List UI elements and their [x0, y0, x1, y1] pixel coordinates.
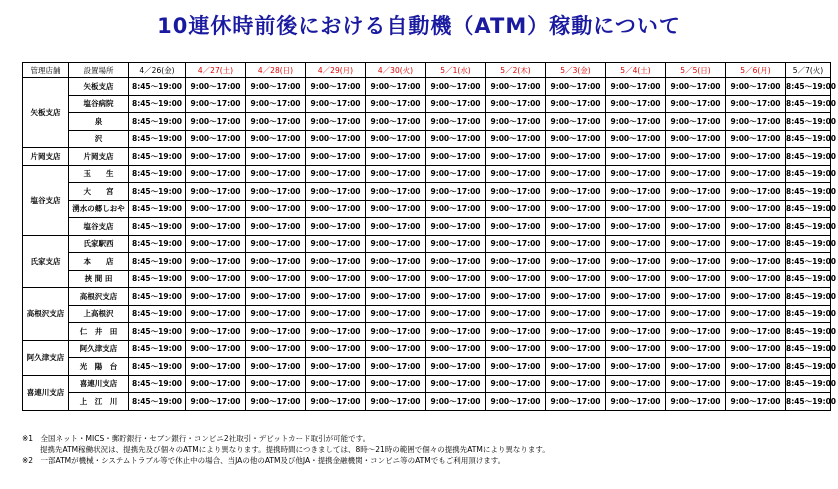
hours-cell: 9:00～17:00 — [726, 95, 786, 113]
hours-cell: 9:00～17:00 — [546, 253, 606, 271]
hours-cell: 8:45～19:00 — [129, 358, 186, 376]
branch-cell: 喜連川支店 — [23, 375, 69, 410]
hours-cell: 9:00～17:00 — [366, 130, 426, 148]
location-cell: 泉 — [69, 113, 129, 131]
hours-cell: 9:00～17:00 — [186, 305, 246, 323]
hours-cell: 9:00～17:00 — [426, 253, 486, 271]
location-cell: 矢板支店 — [69, 78, 129, 96]
hours-cell: 9:00～17:00 — [366, 358, 426, 376]
hours-cell: 9:00～17:00 — [246, 393, 306, 411]
hours-cell: 9:00～17:00 — [606, 235, 666, 253]
hours-cell: 8:45～19:00 — [129, 253, 186, 271]
hours-cell: 9:00～17:00 — [666, 288, 726, 306]
hours-cell: 9:00～17:00 — [486, 270, 546, 288]
hours-cell: 9:00～17:00 — [426, 165, 486, 183]
hours-cell: 9:00～17:00 — [546, 393, 606, 411]
footnotes — [22, 433, 550, 466]
hours-cell: 9:00～17:00 — [726, 358, 786, 376]
hours-cell: 9:00～17:00 — [306, 305, 366, 323]
hours-cell: 9:00～17:00 — [726, 148, 786, 166]
hours-cell: 8:45～19:00 — [786, 393, 831, 411]
hours-cell: 9:00～17:00 — [726, 165, 786, 183]
location-cell: 喜連川支店 — [69, 375, 129, 393]
hours-cell: 9:00～17:00 — [606, 130, 666, 148]
hours-cell: 8:45～19:00 — [786, 270, 831, 288]
location-cell: 塩谷支店 — [69, 218, 129, 236]
hours-cell: 9:00～17:00 — [306, 218, 366, 236]
hours-cell: 8:45～19:00 — [129, 130, 186, 148]
hours-cell: 9:00～17:00 — [186, 148, 246, 166]
hours-cell: 9:00～17:00 — [666, 130, 726, 148]
hours-cell: 8:45～19:00 — [129, 375, 186, 393]
hours-cell: 9:00～17:00 — [186, 375, 246, 393]
hours-cell: 9:00～17:00 — [426, 235, 486, 253]
location-cell: 氏家駅西 — [69, 235, 129, 253]
hours-cell: 9:00～17:00 — [186, 253, 246, 271]
hours-cell: 9:00～17:00 — [186, 130, 246, 148]
hours-cell: 9:00～17:00 — [366, 78, 426, 96]
location-cell: 光 陽 台 — [69, 358, 129, 376]
hours-cell: 9:00～17:00 — [366, 200, 426, 218]
hours-cell: 9:00～17:00 — [486, 235, 546, 253]
hours-cell: 9:00～17:00 — [726, 235, 786, 253]
hours-cell: 9:00～17:00 — [246, 340, 306, 358]
hours-cell: 9:00～17:00 — [546, 78, 606, 96]
hours-cell: 9:00～17:00 — [426, 305, 486, 323]
hours-cell: 9:00～17:00 — [726, 253, 786, 271]
hours-cell: 9:00～17:00 — [186, 288, 246, 306]
hours-cell: 9:00～17:00 — [606, 183, 666, 201]
hours-cell: 9:00～17:00 — [426, 323, 486, 341]
hours-cell: 9:00～17:00 — [486, 148, 546, 166]
hours-cell: 8:45～19:00 — [786, 183, 831, 201]
table-row — [23, 95, 831, 113]
column-header: 5／3(金) — [546, 63, 606, 78]
hours-cell: 8:45～19:00 — [129, 340, 186, 358]
header-row — [23, 63, 831, 78]
branch-cell: 氏家支店 — [23, 235, 69, 288]
location-cell: 湧水の郷しおや — [69, 200, 129, 218]
column-header: 5／1(水) — [426, 63, 486, 78]
hours-cell: 9:00～17:00 — [306, 393, 366, 411]
hours-cell: 9:00～17:00 — [246, 375, 306, 393]
hours-cell: 9:00～17:00 — [666, 235, 726, 253]
location-cell: 上高根沢 — [69, 305, 129, 323]
hours-cell: 9:00～17:00 — [306, 130, 366, 148]
branch-cell: 片岡支店 — [23, 148, 69, 166]
hours-cell: 8:45～19:00 — [786, 340, 831, 358]
hours-cell: 9:00～17:00 — [606, 323, 666, 341]
location-cell: 仁 井 田 — [69, 323, 129, 341]
atm-schedule-table — [22, 62, 837, 411]
hours-cell: 9:00～17:00 — [546, 235, 606, 253]
hours-cell: 8:45～19:00 — [786, 165, 831, 183]
hours-cell: 9:00～17:00 — [186, 200, 246, 218]
table-row — [23, 183, 831, 201]
hours-cell: 9:00～17:00 — [486, 183, 546, 201]
hours-cell: 9:00～17:00 — [246, 323, 306, 341]
hours-cell: 9:00～17:00 — [726, 183, 786, 201]
footnote-1-cont: 提携先ATM稼働状況は、提携先及び個々のATMにより異なります。提携時間につきましては、8時～21時の範囲で個々の提携先ATMにより異なります。 — [40, 445, 550, 454]
hours-cell: 9:00～17:00 — [666, 95, 726, 113]
hours-cell: 9:00～17:00 — [726, 218, 786, 236]
hours-cell: 9:00～17:00 — [486, 305, 546, 323]
hours-cell: 9:00～17:00 — [426, 113, 486, 131]
table-row — [23, 165, 831, 183]
hours-cell: 9:00～17:00 — [186, 358, 246, 376]
hours-cell: 9:00～17:00 — [666, 200, 726, 218]
hours-cell: 9:00～17:00 — [246, 200, 306, 218]
hours-cell: 9:00～17:00 — [186, 95, 246, 113]
hours-cell: 9:00～17:00 — [426, 78, 486, 96]
hours-cell: 9:00～17:00 — [426, 200, 486, 218]
hours-cell: 9:00～17:00 — [666, 323, 726, 341]
hours-cell: 9:00～17:00 — [306, 200, 366, 218]
hours-cell: 9:00～17:00 — [606, 375, 666, 393]
hours-cell: 9:00～17:00 — [606, 305, 666, 323]
hours-cell: 9:00～17:00 — [426, 288, 486, 306]
hours-cell: 8:45～19:00 — [786, 78, 831, 96]
hours-cell: 9:00～17:00 — [306, 288, 366, 306]
hours-cell: 9:00～17:00 — [246, 95, 306, 113]
hours-cell: 9:00～17:00 — [666, 393, 726, 411]
table-row — [23, 200, 831, 218]
hours-cell: 9:00～17:00 — [306, 323, 366, 341]
hours-cell: 9:00～17:00 — [726, 393, 786, 411]
hours-cell: 9:00～17:00 — [246, 148, 306, 166]
hours-cell: 9:00～17:00 — [186, 78, 246, 96]
hours-cell: 9:00～17:00 — [546, 183, 606, 201]
hours-cell: 9:00～17:00 — [726, 113, 786, 131]
location-cell: 高根沢支店 — [69, 288, 129, 306]
hours-cell: 8:45～19:00 — [786, 130, 831, 148]
hours-cell: 9:00～17:00 — [366, 323, 426, 341]
hours-cell: 8:45～19:00 — [129, 148, 186, 166]
hours-cell: 9:00～17:00 — [546, 288, 606, 306]
hours-cell: 9:00～17:00 — [426, 148, 486, 166]
hours-cell: 8:45～19:00 — [786, 200, 831, 218]
hours-cell: 9:00～17:00 — [606, 165, 666, 183]
hours-cell: 8:45～19:00 — [129, 200, 186, 218]
table-row — [23, 340, 831, 358]
hours-cell: 8:45～19:00 — [786, 148, 831, 166]
location-cell: 塩谷病院 — [69, 95, 129, 113]
hours-cell: 8:45～19:00 — [786, 358, 831, 376]
hours-cell: 9:00～17:00 — [726, 305, 786, 323]
hours-cell: 9:00～17:00 — [366, 270, 426, 288]
hours-cell: 9:00～17:00 — [726, 288, 786, 306]
column-header: 5／4(土) — [606, 63, 666, 78]
location-cell: 阿久津支店 — [69, 340, 129, 358]
hours-cell: 9:00～17:00 — [606, 340, 666, 358]
hours-cell: 9:00～17:00 — [366, 375, 426, 393]
hours-cell: 9:00～17:00 — [366, 113, 426, 131]
hours-cell: 9:00～17:00 — [366, 183, 426, 201]
hours-cell: 9:00～17:00 — [306, 95, 366, 113]
hours-cell: 9:00～17:00 — [366, 148, 426, 166]
hours-cell: 8:45～19:00 — [129, 323, 186, 341]
hours-cell: 9:00～17:00 — [546, 218, 606, 236]
table-row — [23, 113, 831, 131]
hours-cell: 9:00～17:00 — [546, 113, 606, 131]
hours-cell: 9:00～17:00 — [306, 358, 366, 376]
location-cell: 挟 間 田 — [69, 270, 129, 288]
hours-cell: 9:00～17:00 — [246, 78, 306, 96]
hours-cell: 9:00～17:00 — [666, 148, 726, 166]
hours-cell: 9:00～17:00 — [726, 130, 786, 148]
hours-cell: 9:00～17:00 — [426, 358, 486, 376]
hours-cell: 9:00～17:00 — [306, 235, 366, 253]
hours-cell: 9:00～17:00 — [666, 183, 726, 201]
hours-cell: 9:00～17:00 — [546, 340, 606, 358]
hours-cell: 9:00～17:00 — [606, 288, 666, 306]
hours-cell: 9:00～17:00 — [426, 218, 486, 236]
hours-cell: 9:00～17:00 — [246, 358, 306, 376]
hours-cell: 9:00～17:00 — [666, 340, 726, 358]
hours-cell: 9:00～17:00 — [486, 393, 546, 411]
hours-cell: 9:00～17:00 — [186, 270, 246, 288]
hours-cell: 9:00～17:00 — [666, 375, 726, 393]
table-row — [23, 393, 831, 411]
hours-cell: 9:00～17:00 — [186, 340, 246, 358]
table-row — [23, 358, 831, 376]
hours-cell: 9:00～17:00 — [426, 183, 486, 201]
hours-cell: 9:00～17:00 — [606, 95, 666, 113]
hours-cell: 9:00～17:00 — [666, 305, 726, 323]
hours-cell: 9:00～17:00 — [666, 253, 726, 271]
branch-cell: 高根沢支店 — [23, 288, 69, 341]
hours-cell: 8:45～19:00 — [129, 393, 186, 411]
hours-cell: 8:45～19:00 — [786, 323, 831, 341]
hours-cell: 9:00～17:00 — [726, 340, 786, 358]
hours-cell: 9:00～17:00 — [666, 165, 726, 183]
hours-cell: 9:00～17:00 — [366, 95, 426, 113]
hours-cell: 9:00～17:00 — [666, 218, 726, 236]
table-row — [23, 375, 831, 393]
column-header: 設置場所 — [69, 63, 129, 78]
hours-cell: 8:45～19:00 — [129, 288, 186, 306]
hours-cell: 8:45～19:00 — [129, 165, 186, 183]
column-header: 4／28(日) — [246, 63, 306, 78]
hours-cell: 9:00～17:00 — [366, 253, 426, 271]
hours-cell: 9:00～17:00 — [366, 288, 426, 306]
hours-cell: 9:00～17:00 — [486, 218, 546, 236]
hours-cell: 9:00～17:00 — [186, 393, 246, 411]
hours-cell: 9:00～17:00 — [726, 270, 786, 288]
column-header: 4／29(月) — [306, 63, 366, 78]
hours-cell: 8:45～19:00 — [786, 95, 831, 113]
hours-cell: 9:00～17:00 — [546, 148, 606, 166]
hours-cell: 9:00～17:00 — [546, 305, 606, 323]
hours-cell: 9:00～17:00 — [426, 375, 486, 393]
column-header: 4／26(金) — [129, 63, 186, 78]
table-row — [23, 288, 831, 306]
hours-cell: 9:00～17:00 — [246, 165, 306, 183]
column-header: 管理店舗 — [23, 63, 69, 78]
hours-cell: 9:00～17:00 — [546, 375, 606, 393]
hours-cell: 8:45～19:00 — [786, 288, 831, 306]
page-title: 10連休時前後における自動機（ATM）稼動について — [157, 14, 681, 38]
hours-cell: 9:00～17:00 — [366, 165, 426, 183]
hours-cell: 9:00～17:00 — [366, 393, 426, 411]
branch-cell: 阿久津支店 — [23, 340, 69, 375]
branch-cell: 矢板支店 — [23, 78, 69, 148]
hours-cell: 9:00～17:00 — [246, 253, 306, 271]
hours-cell: 9:00～17:00 — [486, 165, 546, 183]
hours-cell: 9:00～17:00 — [726, 200, 786, 218]
hours-cell: 9:00～17:00 — [186, 165, 246, 183]
hours-cell: 9:00～17:00 — [486, 375, 546, 393]
hours-cell: 9:00～17:00 — [486, 130, 546, 148]
hours-cell: 9:00～17:00 — [246, 235, 306, 253]
hours-cell: 9:00～17:00 — [306, 340, 366, 358]
column-header: 5／2(木) — [486, 63, 546, 78]
hours-cell: 9:00～17:00 — [186, 235, 246, 253]
hours-cell: 9:00～17:00 — [486, 288, 546, 306]
hours-cell: 9:00～17:00 — [486, 323, 546, 341]
column-header: 5／7(火) — [786, 63, 831, 78]
hours-cell: 9:00～17:00 — [486, 95, 546, 113]
location-cell: 片岡支店 — [69, 148, 129, 166]
hours-cell: 9:00～17:00 — [366, 305, 426, 323]
hours-cell: 9:00～17:00 — [426, 340, 486, 358]
hours-cell: 9:00～17:00 — [186, 183, 246, 201]
hours-cell: 9:00～17:00 — [726, 323, 786, 341]
hours-cell: 9:00～17:00 — [546, 95, 606, 113]
hours-cell: 8:45～19:00 — [786, 375, 831, 393]
hours-cell: 9:00～17:00 — [606, 358, 666, 376]
hours-cell: 9:00～17:00 — [306, 375, 366, 393]
hours-cell: 9:00～17:00 — [606, 270, 666, 288]
hours-cell: 9:00～17:00 — [306, 270, 366, 288]
hours-cell: 9:00～17:00 — [186, 113, 246, 131]
hours-cell: 9:00～17:00 — [246, 130, 306, 148]
hours-cell: 9:00～17:00 — [366, 235, 426, 253]
hours-cell: 8:45～19:00 — [129, 95, 186, 113]
hours-cell: 9:00～17:00 — [426, 393, 486, 411]
hours-cell: 9:00～17:00 — [306, 148, 366, 166]
hours-cell: 9:00～17:00 — [726, 78, 786, 96]
hours-cell: 8:45～19:00 — [786, 218, 831, 236]
hours-cell: 8:45～19:00 — [129, 235, 186, 253]
hours-cell: 9:00～17:00 — [606, 148, 666, 166]
table-row — [23, 148, 831, 166]
hours-cell: 9:00～17:00 — [366, 340, 426, 358]
hours-cell: 9:00～17:00 — [486, 78, 546, 96]
hours-cell: 8:45～19:00 — [129, 113, 186, 131]
hours-cell: 9:00～17:00 — [306, 165, 366, 183]
hours-cell: 8:45～19:00 — [129, 218, 186, 236]
hours-cell: 9:00～17:00 — [666, 270, 726, 288]
hours-cell: 8:45～19:00 — [786, 305, 831, 323]
hours-cell: 9:00～17:00 — [366, 218, 426, 236]
hours-cell: 9:00～17:00 — [306, 113, 366, 131]
table-row — [23, 130, 831, 148]
column-header: 4／27(土) — [186, 63, 246, 78]
hours-cell: 9:00～17:00 — [426, 130, 486, 148]
hours-cell: 9:00～17:00 — [546, 358, 606, 376]
hours-cell: 9:00～17:00 — [186, 218, 246, 236]
table-row — [23, 218, 831, 236]
footnote-2: ※2 一部ATMが機械・システムトラブル等で休止中の場合、当JAの他のATM及び他JA・提携金融機関・コンビニ等のATMでもご利用頂けます。 — [22, 456, 506, 465]
hours-cell: 8:45～19:00 — [129, 78, 186, 96]
hours-cell: 9:00～17:00 — [606, 393, 666, 411]
table-row — [23, 305, 831, 323]
hours-cell: 9:00～17:00 — [246, 288, 306, 306]
table-row — [23, 235, 831, 253]
hours-cell: 9:00～17:00 — [726, 375, 786, 393]
table-row — [23, 253, 831, 271]
hours-cell: 9:00～17:00 — [606, 218, 666, 236]
hours-cell: 9:00～17:00 — [246, 113, 306, 131]
hours-cell: 9:00～17:00 — [486, 200, 546, 218]
hours-cell: 9:00～17:00 — [246, 270, 306, 288]
hours-cell: 9:00～17:00 — [246, 183, 306, 201]
location-cell: 上 江 川 — [69, 393, 129, 411]
location-cell: 沢 — [69, 130, 129, 148]
hours-cell: 9:00～17:00 — [186, 323, 246, 341]
hours-cell: 9:00～17:00 — [546, 323, 606, 341]
hours-cell: 8:45～19:00 — [129, 270, 186, 288]
hours-cell: 9:00～17:00 — [546, 130, 606, 148]
hours-cell: 9:00～17:00 — [306, 183, 366, 201]
column-header: 5／5(日) — [666, 63, 726, 78]
hours-cell: 8:45～19:00 — [786, 113, 831, 131]
hours-cell: 8:45～19:00 — [786, 253, 831, 271]
table-row — [23, 323, 831, 341]
footnote-1: ※1 全国ネット・MICS・郵貯銀行・セブン銀行・コンビニ2社取引・デビットカード取引が可能です。 — [22, 434, 371, 443]
hours-cell: 9:00～17:00 — [606, 253, 666, 271]
hours-cell: 9:00～17:00 — [426, 95, 486, 113]
hours-cell: 9:00～17:00 — [486, 253, 546, 271]
hours-cell: 9:00～17:00 — [426, 270, 486, 288]
hours-cell: 9:00～17:00 — [666, 113, 726, 131]
branch-cell: 塩谷支店 — [23, 165, 69, 235]
location-cell: 玉 生 — [69, 165, 129, 183]
hours-cell: 9:00～17:00 — [486, 340, 546, 358]
hours-cell: 9:00～17:00 — [606, 78, 666, 96]
hours-cell: 9:00～17:00 — [486, 113, 546, 131]
hours-cell: 9:00～17:00 — [546, 165, 606, 183]
hours-cell: 9:00～17:00 — [306, 253, 366, 271]
hours-cell: 9:00～17:00 — [666, 78, 726, 96]
location-cell: 大 宮 — [69, 183, 129, 201]
hours-cell: 9:00～17:00 — [666, 358, 726, 376]
hours-cell: 8:45～19:00 — [129, 183, 186, 201]
table-row — [23, 270, 831, 288]
table-row — [23, 78, 831, 96]
location-cell: 本 店 — [69, 253, 129, 271]
hours-cell: 8:45～19:00 — [786, 235, 831, 253]
hours-cell: 9:00～17:00 — [546, 200, 606, 218]
column-header: 5／6(月) — [726, 63, 786, 78]
hours-cell: 9:00～17:00 — [246, 305, 306, 323]
hours-cell: 9:00～17:00 — [546, 270, 606, 288]
hours-cell: 8:45～19:00 — [129, 305, 186, 323]
hours-cell: 9:00～17:00 — [306, 78, 366, 96]
column-header: 4／30(火) — [366, 63, 426, 78]
hours-cell: 9:00～17:00 — [606, 113, 666, 131]
hours-cell: 9:00～17:00 — [486, 358, 546, 376]
hours-cell: 9:00～17:00 — [606, 200, 666, 218]
hours-cell: 9:00～17:00 — [246, 218, 306, 236]
